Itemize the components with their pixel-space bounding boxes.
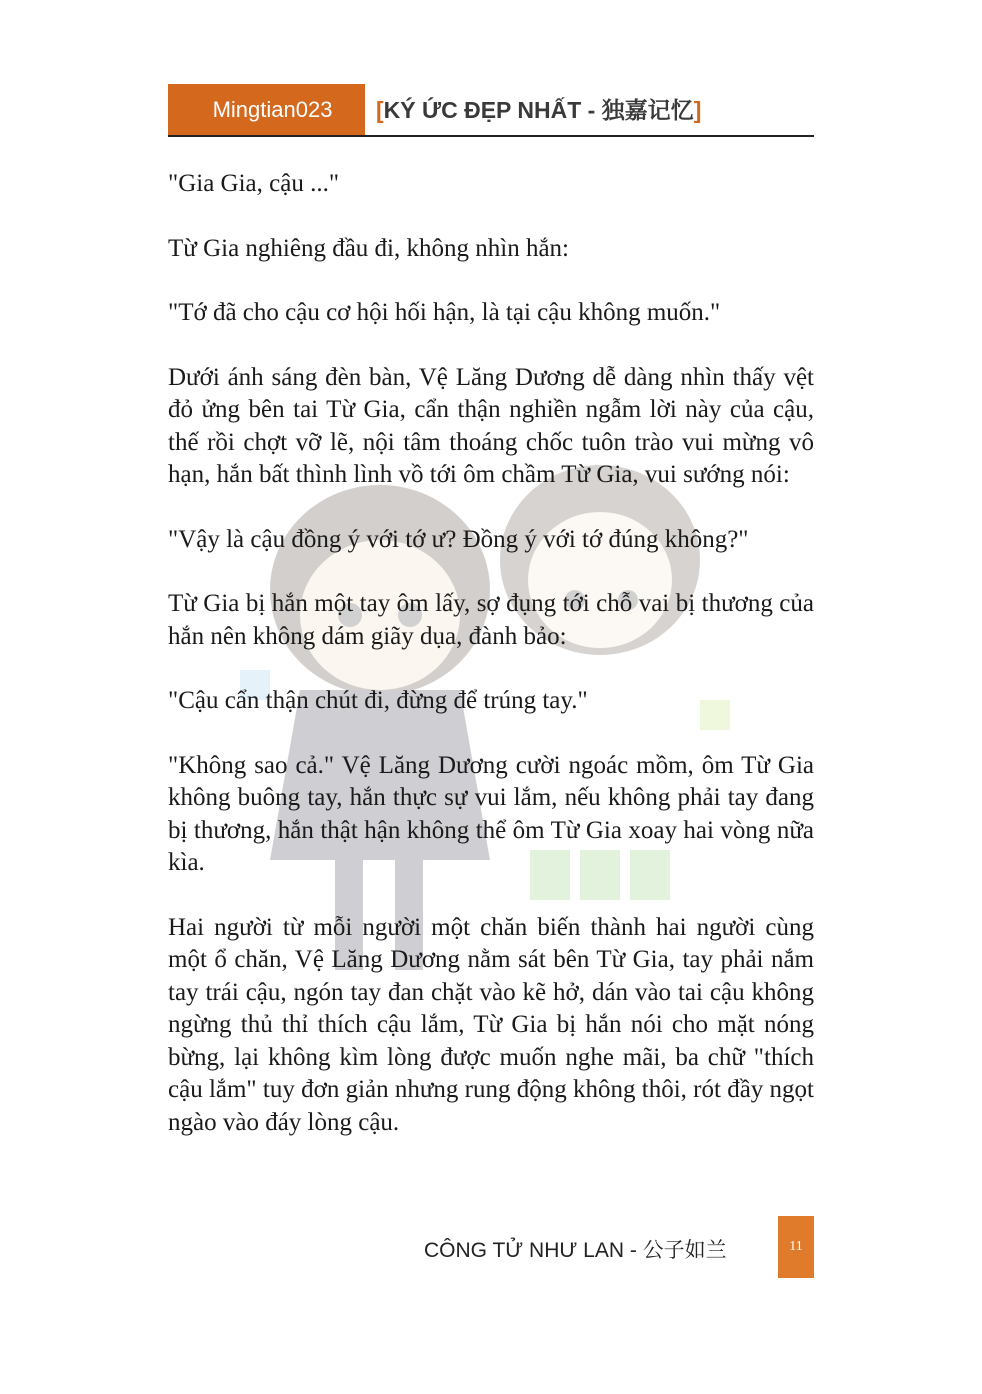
paragraph: "Tớ đã cho cậu cơ hội hối hận, là tại cậu không muốn." <box>168 299 721 326</box>
header-divider <box>168 135 814 137</box>
header-bracket-close: ] <box>693 97 702 123</box>
paragraph: Hai người từ mỗi người một chăn biến thành hai người cùng một ổ chăn, Vệ Lăng Dương nằm sát bên Từ Gia, tay phải nắm tay trái cậu, ngón tay đan chặt vào kẽ hở, dán vào tai cậu không ngừng thủ thỉ thích cậu lắm, Từ Gia bị hắn nói cho mặt nóng bừng, lại không kìm lòng được muốn nghe mãi, ba chữ "thích cậu lắm" tuy đơn giản nhưng rung động không thôi, rót đầy ngọt ngào vào đáy lòng cậu. <box>168 913 814 1136</box>
header-bracket-open: [ <box>376 97 384 123</box>
paragraph: "Vậy là cậu đồng ý với tớ ư? Đồng ý với tớ đúng không?" <box>168 525 749 553</box>
paragraph: Từ Gia bị hắn một tay ôm lấy, sợ đụng tới chỗ vai bị thương của hắn nên không dám giãy dụa, đành bảo: <box>168 590 814 650</box>
paragraph: "Gia Gia, cậu ..." <box>168 170 340 197</box>
header-brand-label: Mingtian023 <box>168 84 365 136</box>
paragraph: "Không sao cả." Vệ Lăng Dương cười ngoác mồm, ôm Từ Gia không buông tay, hắn thực sự vui lắm, nếu không phải tay đang bị thương, hắn thật hận không thể ôm Từ Gia xoay hai vòng nữa kìa. <box>168 751 814 876</box>
page-header <box>168 84 814 136</box>
header-title-text: KÝ ỨC ĐẸP NHẤT - 独嘉记忆 <box>383 97 694 123</box>
paragraph: Dưới ánh sáng đèn bàn, Vệ Lăng Dương dễ dàng nhìn thấy vệt đỏ ửng bên tai Từ Gia, cẩn thận nghiền ngẫm lời này của cậu, thế rồi chợt vỡ lẽ, nội tâm thoáng chốc tuôn trào vui mừng vô hạn, hắn bất thình lình vồ tới ôm chầm Từ Gia, vui sướng nói: <box>168 363 814 488</box>
footer-author: CÔNG TỬ NHƯ LAN - 公子如兰 <box>424 1239 727 1262</box>
paragraph: "Cậu cẩn thận chút đi, đừng để trúng tay." <box>168 687 588 714</box>
page-number-badge: 11 <box>778 1216 814 1278</box>
paragraph: Từ Gia nghiêng đầu đi, không nhìn hắn: <box>168 234 569 262</box>
story-text <box>168 168 814 1171</box>
header-book-title <box>376 92 701 125</box>
